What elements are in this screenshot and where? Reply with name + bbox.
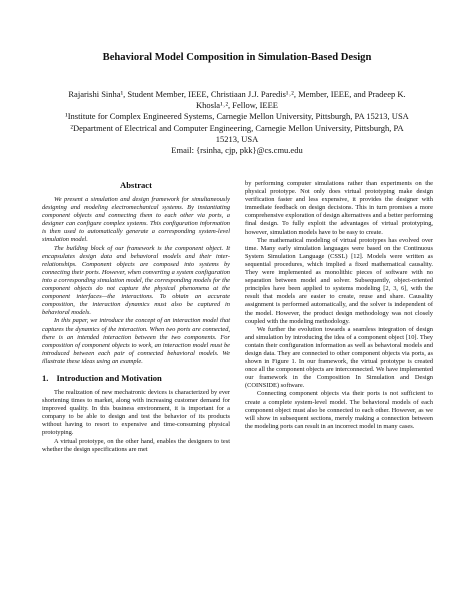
intro-paragraph-1: The realization of new mechatronic devices is characterized by ever shortening times to market, along with increasing customer demand for improved quality. In this business environment, it is important for a company to be able to design and test the behavior of its products without having to resort to expensive and time-consuming physical prototyping. — [42, 388, 230, 437]
abstract-section — [42, 180, 230, 366]
section-1-title: Introduction and Motivation — [56, 372, 162, 383]
section-1-heading — [42, 373, 230, 383]
right-paragraph-1: by performing computer simulations rather than experiments on the physical prototype. Not only does virtual prototyping make design verification faster and less expensive, it provides the designer with immediate feedback on design decisions. This in turn promises a more comprehensive exploration of design alternatives and a better performing final design. To fully exploit the advantages of virtual prototyping, however, simulation models have to be easy to create. — [245, 180, 433, 236]
paper-title: Behavioral Model Composition in Simulation-Based Design — [102, 52, 372, 63]
left-column — [42, 180, 230, 454]
section-1-number: 1. — [42, 372, 49, 383]
right-paragraph-3: We further the evolution towards a seamless integration of design and simulation by introducing the idea of a component object [10]. They contain their configuration information as well as behavioral models and design data. They are connected to other component objects via ports, as shown in Figure 1. In our framework, the virtual prototype is created once all the component objects are interconnected. We have implemented our framework in the Composition In Simulation and Design (COINSIDE) software. — [245, 325, 433, 390]
abstract-paragraph-1: We present a simulation and design framework for simultaneously designing and modeling electromechanical systems. By instantiating component objects and connecting them to each other via ports, a designer can configure complex systems. This configuration information is then used to automatically generate a corresponding system-level simulation model. — [42, 196, 230, 244]
author-line-1: Rajarishi Sinha¹, Student Member, IEEE, Christiaan J.J. Paredis¹˒², Member, IEEE, and Pradeep K. — [68, 89, 406, 99]
right-paragraph-4: Connecting component objects via their ports is not sufficient to create a complete system-level model. The behavioral models of each component object must also be connected to each other. However, as we will show in subsequent sections, merely making a connection between the modeling ports can result in an incorrect model in many cases. — [245, 390, 433, 430]
section-1-body — [42, 389, 230, 454]
intro-paragraph-2: A virtual prototype, on the other hand, enables the designers to test whether the design specifications are met — [42, 437, 230, 453]
right-paragraph-2: The mathematical modeling of virtual prototypes has evolved over time. Many early simulation languages were based on the Continuous System Simulation Language (CSSL) [12]. Models were written as sequential procedures, which implied a fixed mathematical causality. They were implemented as monolithic pieces of software with no separation between model and solver. Subsequently, object-oriented principles have been applied to systems modeling [2, 3, 6], with the result that models are easier to create, reuse and share. Causality assignment is performed automatically, and the solver is independent of the model. However, the product design methodology was not closely coupled with the modeling methodology. — [245, 236, 433, 325]
email-line: Email: {rsinha, cjp, pkk}@cs.cmu.edu — [171, 145, 303, 156]
affiliation-2b: 15213, USA — [215, 133, 259, 144]
affiliation-1: ¹Institute for Complex Engineered Systems, Carnegie Mellon University, Pittsburgh, PA 15213, USA — [65, 111, 409, 122]
right-column — [245, 180, 433, 431]
author-line-2: Khosla¹˒², Fellow, IEEE — [196, 100, 278, 111]
abstract-heading: Abstract — [120, 180, 152, 190]
abstract-paragraph-3: In this paper, we introduce the concept of an interaction model that captures the dynamics of the interaction. When two ports are connected, there is an intended interaction between the two components. For composition of component objects to work, an interaction model must be introduced between each pair of connected behavioral models. We illustrate these ideas using an example. — [42, 317, 230, 365]
affiliation-2a: ²Department of Electrical and Computer Engineering, Carnegie Mellon University, Pittsburgh, PA — [70, 122, 404, 133]
abstract-paragraph-2: The building block of our framework is the component object. It encapsulates design data and behavioral models and their inter-relationships. Component objects are composed into systems by connecting their ports. However, when converting a system configuration into a corresponding simulation model, the corresponding models for the component objects do not capture the physical phenomena at the component interfaces—the interactions. To obtain an accurate composition, the interaction dynamics must also be captured in behavioral models. — [42, 244, 230, 317]
author-block — [40, 89, 434, 156]
